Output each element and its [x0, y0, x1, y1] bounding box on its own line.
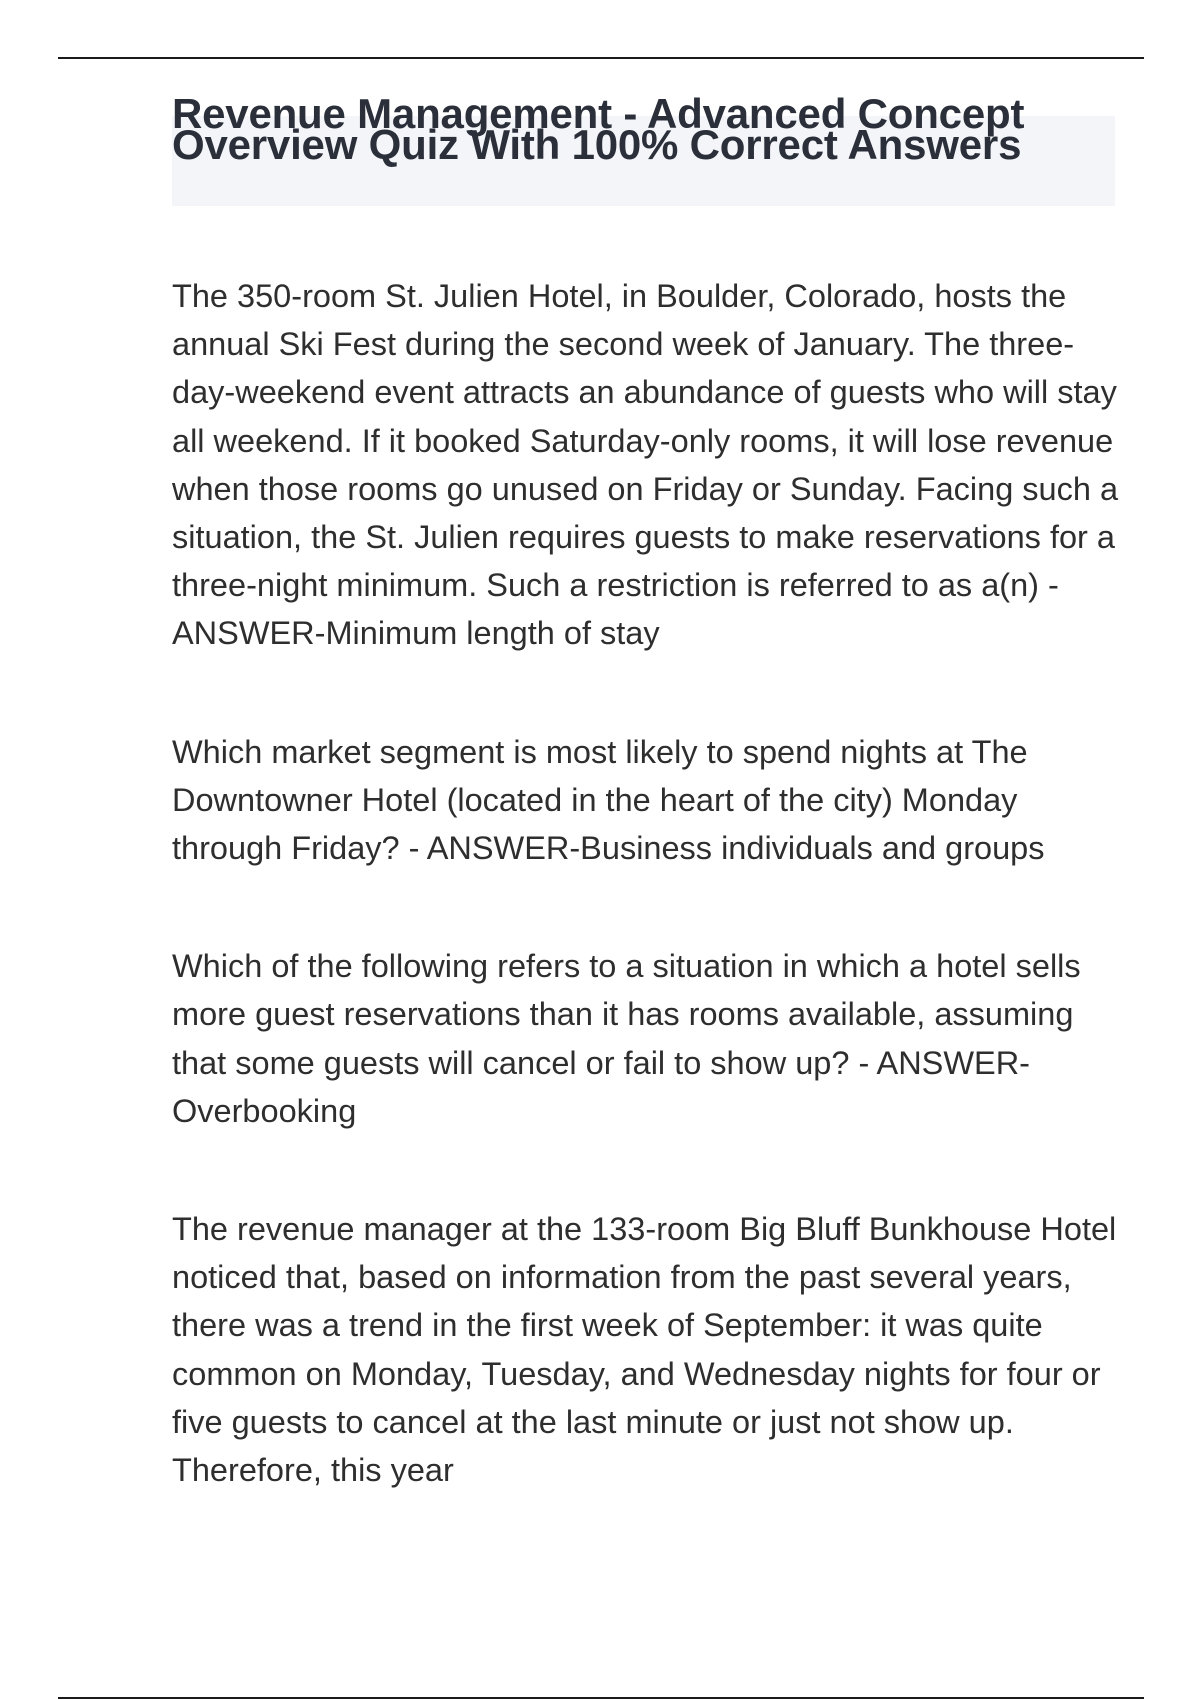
- top-divider: [58, 57, 1144, 59]
- question-answer-1: The 350-room St. Julien Hotel, in Boulder, Colorado, hosts the annual Ski Fest during the second week of January. The three-day-weekend event attracts an abundance of guests who will stay all weekend. If it booked Saturday-only rooms, it will lose revenue when those rooms go unused on Friday or Sunday. Facing such a situation, the St. Julien requires guests to make reservations for a three-night minimum. Such a restriction is referred to as a(n) - ANSWER-Minimum length of stay: [172, 278, 1119, 652]
- question-answer-2: Which market segment is most likely to spend nights at The Downtowner Hotel (located in the heart of the city) Monday through Friday? - ANSWER-Business individuals and groups: [172, 733, 1045, 867]
- bottom-divider: [58, 1697, 1144, 1699]
- question-answer-3: Which of the following refers to a situation in which a hotel sells more guest reservations than it has rooms available, assuming that some guests will cancel or fail to show up? - ANSWER-Overbooking: [172, 948, 1081, 1129]
- document-title: Revenue Management - Advanced Concept Overview Quiz With 100% Correct Answers: [172, 90, 1025, 168]
- document-body: [172, 272, 1122, 1494]
- question-answer-4: The revenue manager at the 133-room Big Bluff Bunkhouse Hotel noticed that, based on information from the past several years, there was a trend in the first week of September: it was quite common on Monday, Tuesday, and Wednesday nights for four or five guests to cancel at the last minute or just not show up. Therefore, this year: [172, 1211, 1117, 1489]
